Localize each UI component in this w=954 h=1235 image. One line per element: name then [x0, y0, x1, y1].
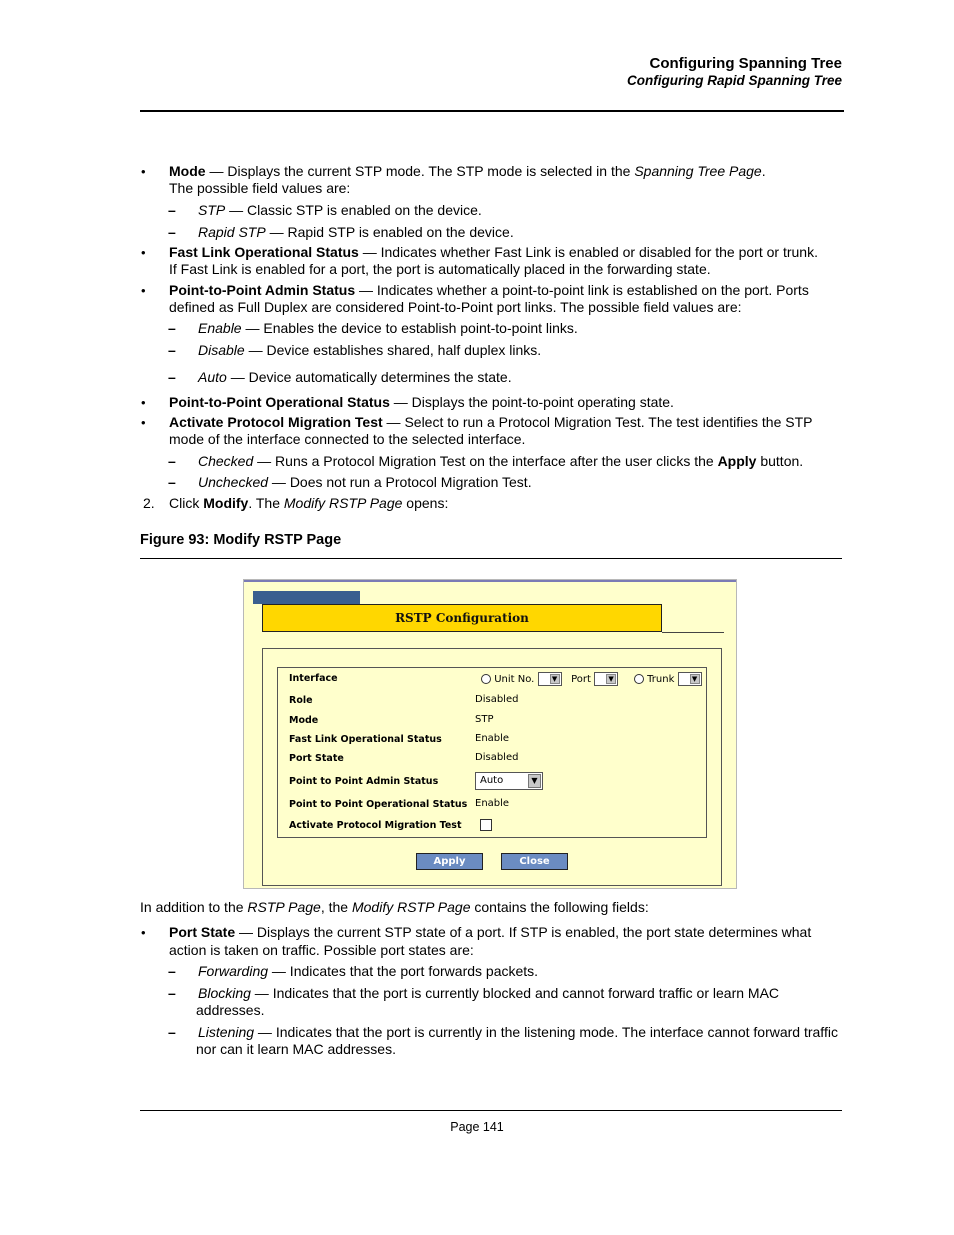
- apply-button[interactable]: Apply: [416, 853, 483, 870]
- interface-label: Interface: [289, 673, 338, 684]
- footer-rule: [140, 1110, 842, 1111]
- figure-rule: [140, 558, 842, 559]
- page-number: Page 141: [450, 1120, 504, 1134]
- rstp-item: Rapid STP — Rapid STP is enabled on the device.: [198, 224, 514, 240]
- bullet-mark: •: [141, 245, 146, 260]
- step-number: 2.: [143, 495, 155, 511]
- dash-mark: –: [168, 202, 176, 218]
- unit-no-dropdown[interactable]: [538, 672, 562, 686]
- apm-item: Activate Protocol Migration Test — Select to run a Protocol Migration Test. The test identifies the STP: [169, 414, 813, 430]
- dash-mark: –: [168, 963, 176, 979]
- p2p-oper-item: Point-to-Point Operational Status — Displays the point-to-point operating state.: [169, 394, 674, 410]
- p2p-oper-value: Enable: [475, 798, 510, 809]
- port-dropdown[interactable]: [594, 672, 618, 686]
- port-state-item-line2: action is taken on traffic. Possible port states are:: [169, 942, 474, 958]
- mode-value: STP: [475, 714, 494, 725]
- apm-checkbox[interactable]: [480, 819, 492, 831]
- fast-link-item-line2: If Fast Link is enabled for a port, the port is automatically placed in the forwarding state.: [169, 261, 711, 277]
- port-label: Port: [571, 674, 591, 685]
- bullet-mark: •: [141, 395, 146, 410]
- interface-selector: [481, 672, 702, 686]
- chevron-down-icon: ▼: [550, 674, 560, 684]
- dash-mark: –: [168, 474, 176, 490]
- tab-strip: [253, 591, 360, 604]
- listening-item-line2: nor can it learn MAC addresses.: [196, 1041, 396, 1057]
- fast-link-label: Fast Link Operational Status: [289, 734, 442, 745]
- dash-mark: –: [168, 369, 176, 385]
- dash-mark: –: [168, 320, 176, 336]
- config-fields-box: [277, 667, 707, 838]
- running-header-title: Configuring Spanning Tree: [649, 55, 842, 72]
- rstp-config-title: RSTP Configuration: [262, 604, 662, 632]
- role-value: Disabled: [475, 694, 519, 705]
- dash-mark: –: [168, 453, 176, 469]
- stp-item: STP — Classic STP is enabled on the device.: [198, 202, 482, 218]
- chevron-down-icon: ▼: [690, 674, 700, 684]
- frame-top-border: [244, 580, 736, 582]
- bullet-mark: •: [141, 283, 146, 298]
- apm-label: Activate Protocol Migration Test: [289, 820, 462, 831]
- p2p-admin-item: Point-to-Point Admin Status — Indicates whether a point-to-point link is established on the port. Ports: [169, 282, 809, 298]
- trunk-radio[interactable]: [634, 674, 644, 684]
- addition-paragraph: In addition to the RSTP Page, the Modify RSTP Page contains the following fields:: [140, 899, 649, 915]
- trunk-dropdown[interactable]: [678, 672, 702, 686]
- port-state-label: Port State: [289, 753, 344, 764]
- dash-mark: –: [168, 342, 176, 358]
- blocking-item-line2: addresses.: [196, 1002, 265, 1018]
- trunk-label: Trunk: [647, 674, 675, 685]
- chevron-down-icon: ▼: [528, 774, 541, 788]
- blocking-item: Blocking — Indicates that the port is currently blocked and cannot forward traffic or learn MAC: [198, 985, 780, 1001]
- chevron-down-icon: ▼: [606, 674, 616, 684]
- port-state-item: Port State — Displays the current STP state of a port. If STP is enabled, the port state determines what: [169, 924, 812, 940]
- header-rule: [140, 110, 844, 112]
- checked-item: Checked — Runs a Protocol Migration Test on the interface after the user clicks the Apply button.: [198, 453, 804, 469]
- port-state-value: Disabled: [475, 752, 519, 763]
- bullet-mark: •: [141, 925, 146, 940]
- close-button[interactable]: Close: [501, 853, 568, 870]
- disable-item: Disable — Device establishes shared, half duplex links.: [198, 342, 542, 358]
- unit-no-label: Unit No.: [494, 674, 535, 685]
- p2p-admin-select[interactable]: [475, 772, 543, 790]
- role-label: Role: [289, 695, 313, 706]
- figure-caption: Figure 93: Modify RSTP Page: [140, 532, 342, 548]
- dash-mark: –: [168, 224, 176, 240]
- p2p-admin-label: Point to Point Admin Status: [289, 776, 439, 787]
- enable-item: Enable — Enables the device to establish point-to-point links.: [198, 320, 578, 336]
- bullet-mark: •: [141, 415, 146, 430]
- p2p-admin-item-line2: defined as Full Duplex are considered Point-to-Point port links. The possible field values are:: [169, 299, 742, 315]
- forwarding-item: Forwarding — Indicates that the port forwards packets.: [198, 963, 539, 979]
- config-panel: [262, 648, 722, 886]
- fast-link-value: Enable: [475, 733, 510, 744]
- mode-item-line2: The possible field values are:: [169, 180, 351, 196]
- p2p-oper-label: Point to Point Operational Status: [289, 799, 468, 810]
- p2p-admin-select-value: Auto: [480, 775, 504, 786]
- mode-label: Mode: [289, 715, 319, 726]
- auto-item: Auto — Device automatically determines the state.: [198, 369, 512, 385]
- dash-mark: –: [168, 1024, 176, 1040]
- unchecked-item: Unchecked — Does not run a Protocol Migration Test.: [198, 474, 532, 490]
- apm-item-line2: mode of the interface connected to the selected interface.: [169, 431, 526, 447]
- rstp-config-screenshot: [243, 579, 737, 889]
- dash-mark: –: [168, 985, 176, 1001]
- listening-item: Listening — Indicates that the port is currently in the listening mode. The interface cannot forward traffic: [198, 1024, 838, 1040]
- unit-no-radio[interactable]: [481, 674, 491, 684]
- mode-item: Mode — Displays the current STP mode. The STP mode is selected in the Spanning Tree Page.: [169, 163, 766, 179]
- running-header-subtitle: Configuring Rapid Spanning Tree: [627, 73, 842, 88]
- bullet-mark: •: [141, 164, 146, 179]
- fast-link-item: Fast Link Operational Status — Indicates whether Fast Link is enabled or disabled for the port or trunk.: [169, 244, 818, 260]
- title-underline: [662, 632, 724, 633]
- step-text: Click Modify. The Modify RSTP Page opens:: [169, 495, 449, 511]
